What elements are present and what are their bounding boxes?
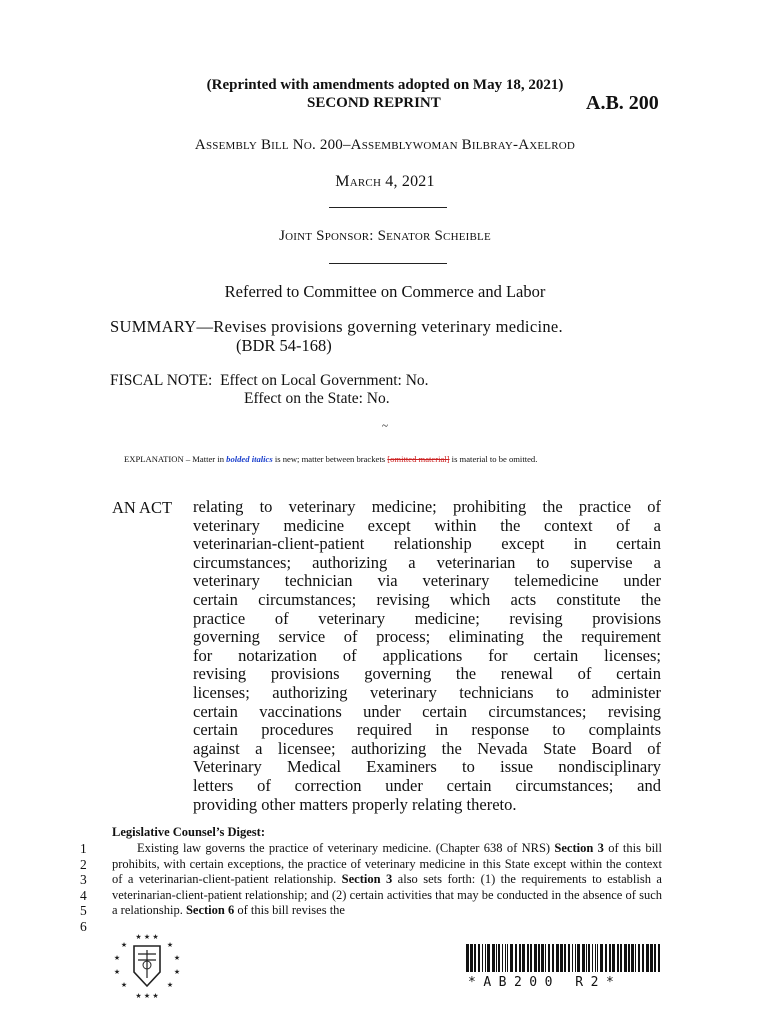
barcode-bar (496, 944, 497, 972)
digest-text: Existing law governs the practice of veterinary medicine. (Chapter 638 of NRS) (137, 841, 555, 855)
barcode-bar (560, 944, 563, 972)
svg-text:★: ★ (120, 981, 128, 989)
barcode-bar (628, 944, 630, 972)
barcode-bar (492, 944, 495, 972)
barcode-bar (548, 944, 550, 972)
barcode-bar (658, 944, 660, 972)
barcode-bar (595, 944, 596, 972)
barcode-bar (592, 944, 593, 972)
line-number: 3 (80, 872, 87, 888)
line-number: 5 (80, 903, 87, 919)
referred-committee: Referred to Committee on Commerce and Labor (224, 282, 546, 301)
barcode-bar (541, 944, 544, 972)
barcode-bar (505, 944, 506, 972)
barcode-bar (510, 944, 513, 972)
act-line: governing service of process; eliminating the requirement (193, 627, 661, 647)
barcode-bar (478, 944, 480, 972)
act-line: certain circumstances; revising which acts constitute the (193, 589, 661, 609)
barcode-bar (552, 944, 554, 972)
act-line: certain procedures required in response to complaints (193, 720, 661, 740)
line-number: 6 (80, 918, 87, 934)
barcode-bar (564, 944, 566, 972)
barcode-bar (638, 944, 640, 972)
barcode-bar (522, 944, 525, 972)
barcode-bar (519, 944, 521, 972)
barcode-bar (538, 944, 540, 972)
line-numbers (80, 841, 87, 935)
barcode-bar (498, 944, 500, 972)
svg-text:★: ★ (113, 954, 121, 962)
svg-text:★: ★ (166, 981, 174, 989)
bill-title-line: Assembly Bill No. 200–Assemblywoman Bilbray-Axelrod (194, 137, 576, 153)
section-ref: Section 6 (185, 903, 235, 918)
barcode-bar (534, 944, 537, 972)
line-number: 1 (80, 841, 87, 856)
svg-text:★ ★ ★: ★ ★ ★ (135, 992, 159, 1000)
barcode-bar (650, 944, 653, 972)
act-body (193, 498, 661, 814)
tilde-separator: ~ (382, 420, 388, 432)
barcode-bar (609, 944, 611, 972)
nevada-state-seal-icon (112, 932, 182, 1000)
barcode-bar (470, 944, 473, 972)
reprint-label: SECOND REPRINT (307, 95, 441, 111)
explanation-omitted: [omitted material] (387, 454, 450, 464)
barcode-bar (575, 944, 576, 972)
line-number: 4 (80, 887, 87, 903)
barcode-bar (474, 944, 476, 972)
divider-rule (329, 263, 447, 264)
summary-bdr: (BDR 54-168) (236, 336, 332, 355)
barcode-bar (597, 944, 598, 972)
barcode-bar (635, 944, 636, 972)
act-line: providing other matters properly relating thereto. (193, 794, 517, 814)
act-line: licenses; authorizing veterinary technicians to administer (193, 682, 661, 702)
barcode-bar (502, 944, 503, 972)
digest-text: of this bill prohibits, with certain exceptions, the practice of veterinary medicine in this State except within the context of a veterinarian-client-patient relationship. (112, 841, 662, 887)
explanation-note (124, 454, 537, 464)
barcode-bar (487, 944, 490, 972)
line-number: 2 (80, 856, 87, 872)
barcode-bar (646, 944, 649, 972)
barcode-text: *AB200 R2* (468, 975, 622, 990)
section-ref: Section 3 (554, 841, 604, 855)
act-line: against a licensee; authorizing the Nevada State Board of (193, 738, 661, 758)
barcode-bar (515, 944, 517, 972)
barcode-bar (577, 944, 580, 972)
act-line: relating to veterinary medicine; prohibiting the practice of (193, 497, 661, 516)
summary-line: SUMMARY—Revises provisions governing veterinary medicine. (110, 317, 563, 336)
act-line: certain vaccinations under certain circumstances; revising (193, 701, 661, 721)
joint-sponsor: Joint Sponsor: Senator Scheible (279, 228, 491, 244)
act-lead: AN ACT (112, 498, 173, 517)
barcode-bar (507, 944, 508, 972)
barcode-bar (572, 944, 573, 972)
reprint-note: (Reprinted with amendments adopted on May 18, 2021) (206, 77, 564, 93)
barcode-bar (530, 944, 532, 972)
act-line: revising provisions governing the renewal of certain (193, 664, 661, 684)
section-ref: Section 3 (341, 872, 393, 887)
digest-body (112, 841, 662, 919)
barcode-bar (600, 944, 603, 972)
barcode-bar (482, 944, 483, 972)
explanation-prefix: EXPLANATION – Matter in (124, 454, 227, 464)
digest-text: of this bill revises the (234, 903, 345, 918)
barcode-bar (582, 944, 585, 972)
svg-text:★ ★ ★: ★ ★ ★ (135, 933, 159, 941)
digest-text: also sets forth: (1) the requirements to establish a veterinarian-client-patient relationship; and (2) certain activities that may be conducted in the absence of such a relationship. (112, 872, 662, 918)
act-line: veterinary medicine except within the context of a (193, 515, 661, 535)
fiscal-note-local: FISCAL NOTE: Effect on Local Government: No. (110, 372, 429, 389)
divider-rule (329, 207, 447, 208)
svg-text:★: ★ (120, 941, 128, 949)
barcode-bar (485, 944, 486, 972)
barcode-bar (642, 944, 644, 972)
barcode-bar (617, 944, 619, 972)
barcode-bar (588, 944, 590, 972)
act-line: Veterinary Medical Examiners to issue nondisciplinary (193, 757, 661, 777)
svg-text:★: ★ (173, 954, 181, 962)
explanation-bold-italic: bolded italics (226, 454, 273, 464)
barcode-bar (612, 944, 615, 972)
barcode-bar (556, 944, 559, 972)
barcode-bar (620, 944, 622, 972)
svg-text:★: ★ (173, 968, 181, 976)
act-line: practice of veterinary medicine; revising provisions (193, 608, 661, 628)
barcode-bar (527, 944, 529, 972)
barcode-bar (654, 944, 656, 972)
bill-date: March 4, 2021 (335, 173, 435, 190)
fiscal-note-state: Effect on the State: No. (244, 390, 390, 407)
act-line: letters of correction under certain circumstances; and (193, 775, 661, 795)
barcode-bar (568, 944, 570, 972)
explanation-middle: is new; matter between brackets (272, 454, 388, 464)
act-line: circumstances; authorizing a veterinarian to supervise a (193, 552, 661, 572)
barcode-bar (466, 944, 469, 972)
act-line: veterinarian-client-patient relationship except in certain (193, 534, 661, 554)
barcode-bar (545, 944, 546, 972)
digest-heading: Legislative Counsel’s Digest: (112, 825, 265, 839)
act-line: veterinary technician via veterinary telemedicine under (193, 571, 661, 591)
barcode-icon (466, 944, 662, 976)
barcode-bar (624, 944, 627, 972)
barcode-bar (586, 944, 587, 972)
act-line: for notarization of applications for certain licenses; (193, 645, 661, 665)
svg-text:★: ★ (113, 968, 121, 976)
explanation-suffix: is material to be omitted. (449, 454, 538, 464)
bill-number: A.B. 200 (586, 92, 659, 114)
barcode-bar (605, 944, 607, 972)
svg-text:★: ★ (166, 941, 174, 949)
barcode-bar (631, 944, 634, 972)
